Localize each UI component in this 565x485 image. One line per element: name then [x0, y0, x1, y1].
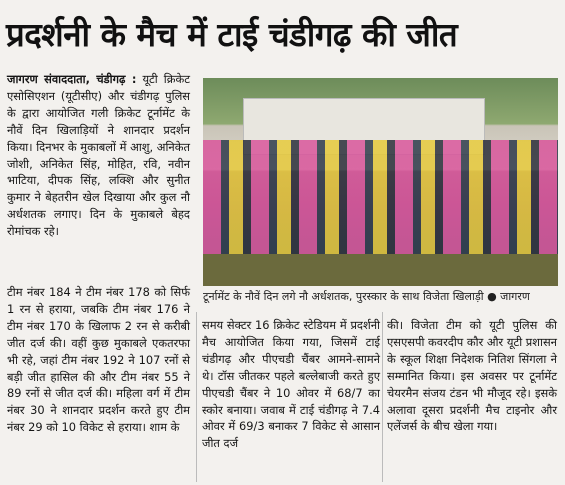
photo-caption: टूर्नामेंट के नौवें दिन लगे नौ अर्धशतक, पुरस्कार के साथ विजेता खिलाड़ी ● जागरण	[203, 290, 530, 303]
column-rule	[382, 312, 383, 482]
column-rule	[196, 312, 197, 482]
column-1-text: यूटी क्रिकेट एसोसिएशन (यूटीसीए) और चंडीगढ़ पुलिस के द्वारा आयोजित गली क्रिकेट टूर्नामेंट के नौवें दिन खिलाड़ियों ने शानदार प्रदर्शन किया। दिनभर के मुकाबलों में आशु, अनिकेत जोशी, अनिकेत सिंह, मोहित, रवि, नवीन भाटिया, दीपक सिंह, लक्शि और सुनीत कुमार ने बेहतरीन खेल दिखाया और कुल नौ अर्धशतक लगाए। दिन के मुकाबले बेहद रोमांचक रहे।	[7, 72, 190, 239]
headline: प्रदर्शनी के मैच में टाई चंडीगढ़ की जीत	[6, 15, 458, 54]
photo-ground	[203, 254, 558, 286]
article-column-1	[7, 71, 190, 240]
column-1b-text: टीम नंबर 184 ने टीम नंबर 178 को सिर्फ 1 रन से हराया, जबकि टीम नंबर 176 ने टीम नंबर 170 के खिलाफ 2 रन से करीबी जीत दर्ज की। वहीं कुछ मुकाबले एकतरफा भी रहे, जहां टीम नंबर 192 ने 107 रनों से बड़ी जीत हासिल की और टीम नंबर 55 ने 89 रनों से जीत दर्ज की। महिला वर्ग में टीम नंबर 30 ने शानदार प्रदर्शन करते हुए टीम नंबर 29 को 10 विकेट से हराया। शाम के	[7, 285, 190, 435]
column-3-text: की। विजेता टीम को यूटी पुलिस की एसएसपी कवरदीप कौर और यूटी प्रशासन के स्कूल शिक्षा निदेशक नितिश सिंगला ने सम्मानित किया। इस अवसर पर टूर्नामेंट चेयरमैन संजय टंडन भी मौजूद रहे। इसके अलावा दूसरा प्रदर्शनी मैच टाइनोर और एलेंजर्स के बीच खेला गया।	[387, 318, 557, 434]
article-column-1-continued	[7, 284, 190, 436]
article-column-3	[387, 317, 557, 435]
column-2-text: समय सेक्टर 16 क्रिकेट स्टेडियम में प्रदर्शनी मैच आयोजित किया गया, जिसमें टाई चंडीगढ़ और पीएचडी चैंबर आमने-सामने थे। टॉस जीतकर पहले बल्लेबाजी करते हुए पीएचडी चैंबर ने 10 ओवर में 68/7 का स्कोर बनाया। जवाब में टाई चंडीगढ़ ने 7.4 ओवर में 69/3 बनाकर 7 विकेट से आसान जीत दर्ज	[202, 318, 380, 451]
news-photo	[203, 78, 558, 286]
article-column-2	[202, 317, 380, 452]
byline: जागरण संवाददाता, चंडीगढ़ :	[7, 72, 137, 86]
